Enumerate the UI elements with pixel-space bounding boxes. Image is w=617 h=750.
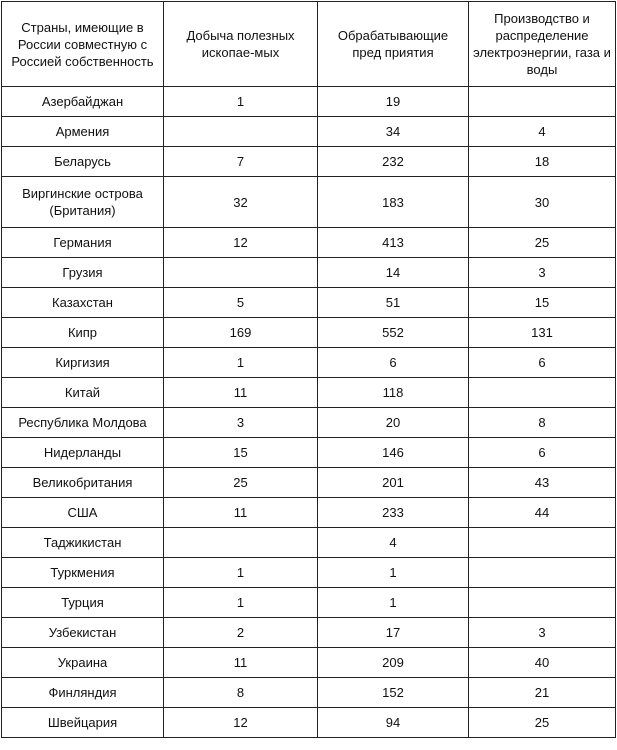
- manufacturing-cell: 94: [318, 708, 469, 738]
- mining-cell: [164, 528, 318, 558]
- table-row: [2, 288, 616, 318]
- table-row: [2, 468, 616, 498]
- utilities-cell: 25: [469, 228, 616, 258]
- mining-cell: 1: [164, 588, 318, 618]
- utilities-cell: 40: [469, 648, 616, 678]
- utilities-cell: 6: [469, 348, 616, 378]
- investment-table: [1, 1, 616, 738]
- country-cell: Украина: [2, 648, 164, 678]
- manufacturing-cell: 19: [318, 87, 469, 117]
- table-row: [2, 498, 616, 528]
- utilities-cell: 3: [469, 258, 616, 288]
- manufacturing-cell: 51: [318, 288, 469, 318]
- table-row: [2, 528, 616, 558]
- country-cell: Казахстан: [2, 288, 164, 318]
- mining-cell: 15: [164, 438, 318, 468]
- mining-cell: 11: [164, 648, 318, 678]
- mining-cell: [164, 258, 318, 288]
- country-cell: Финляндия: [2, 678, 164, 708]
- mining-cell: 12: [164, 228, 318, 258]
- country-cell: Республика Молдова: [2, 408, 164, 438]
- manufacturing-cell: 17: [318, 618, 469, 648]
- manufacturing-cell: 1: [318, 588, 469, 618]
- utilities-cell: 4: [469, 117, 616, 147]
- table-row: [2, 348, 616, 378]
- table-row: [2, 117, 616, 147]
- country-cell: Туркмения: [2, 558, 164, 588]
- mining-cell: 11: [164, 378, 318, 408]
- manufacturing-cell: 183: [318, 177, 469, 228]
- table-row: [2, 87, 616, 117]
- utilities-cell: 8: [469, 408, 616, 438]
- utilities-cell: 15: [469, 288, 616, 318]
- table-row: [2, 228, 616, 258]
- mining-cell: 1: [164, 348, 318, 378]
- country-cell: Азербайджан: [2, 87, 164, 117]
- manufacturing-cell: 20: [318, 408, 469, 438]
- country-cell: Виргинские острова (Британия): [2, 177, 164, 228]
- manufacturing-cell: 14: [318, 258, 469, 288]
- mining-cell: 32: [164, 177, 318, 228]
- header-row: [2, 2, 616, 87]
- manufacturing-cell: 146: [318, 438, 469, 468]
- manufacturing-cell: 4: [318, 528, 469, 558]
- header-country: Страны, имеющие в России совместную с Россией собственность: [2, 2, 164, 87]
- manufacturing-cell: 232: [318, 147, 469, 177]
- table-row: [2, 648, 616, 678]
- mining-cell: 12: [164, 708, 318, 738]
- mining-cell: 169: [164, 318, 318, 348]
- table-row: [2, 618, 616, 648]
- country-cell: Китай: [2, 378, 164, 408]
- utilities-cell: 21: [469, 678, 616, 708]
- utilities-cell: 6: [469, 438, 616, 468]
- country-cell: Швейцария: [2, 708, 164, 738]
- utilities-cell: 44: [469, 498, 616, 528]
- table-row: [2, 318, 616, 348]
- utilities-cell: [469, 588, 616, 618]
- table-row: [2, 258, 616, 288]
- header-utilities: Производство и распределение электроэнергии, газа и воды: [469, 2, 616, 87]
- utilities-cell: [469, 87, 616, 117]
- country-cell: Нидерланды: [2, 438, 164, 468]
- country-cell: Великобритания: [2, 468, 164, 498]
- table-row: [2, 378, 616, 408]
- mining-cell: [164, 117, 318, 147]
- header-mining: Добыча полезных ископае-мых: [164, 2, 318, 87]
- manufacturing-cell: 233: [318, 498, 469, 528]
- table-body: [2, 87, 616, 738]
- utilities-cell: 30: [469, 177, 616, 228]
- country-cell: Узбекистан: [2, 618, 164, 648]
- country-cell: Германия: [2, 228, 164, 258]
- manufacturing-cell: 34: [318, 117, 469, 147]
- table-row: [2, 678, 616, 708]
- country-cell: Беларусь: [2, 147, 164, 177]
- utilities-cell: 131: [469, 318, 616, 348]
- table-row: [2, 408, 616, 438]
- utilities-cell: 43: [469, 468, 616, 498]
- manufacturing-cell: 552: [318, 318, 469, 348]
- manufacturing-cell: 413: [318, 228, 469, 258]
- manufacturing-cell: 1: [318, 558, 469, 588]
- mining-cell: 1: [164, 558, 318, 588]
- country-cell: Киргизия: [2, 348, 164, 378]
- utilities-cell: [469, 378, 616, 408]
- table-row: [2, 177, 616, 228]
- header-manufacturing: Обрабатывающие пред приятия: [318, 2, 469, 87]
- table-row: [2, 438, 616, 468]
- table-row: [2, 147, 616, 177]
- mining-cell: 2: [164, 618, 318, 648]
- mining-cell: 11: [164, 498, 318, 528]
- mining-cell: 3: [164, 408, 318, 438]
- country-cell: Армения: [2, 117, 164, 147]
- country-cell: Грузия: [2, 258, 164, 288]
- utilities-cell: [469, 558, 616, 588]
- manufacturing-cell: 152: [318, 678, 469, 708]
- table-row: [2, 708, 616, 738]
- table-row: [2, 588, 616, 618]
- country-cell: США: [2, 498, 164, 528]
- utilities-cell: 3: [469, 618, 616, 648]
- utilities-cell: 25: [469, 708, 616, 738]
- mining-cell: 5: [164, 288, 318, 318]
- manufacturing-cell: 209: [318, 648, 469, 678]
- manufacturing-cell: 201: [318, 468, 469, 498]
- table-row: [2, 558, 616, 588]
- manufacturing-cell: 6: [318, 348, 469, 378]
- utilities-cell: [469, 528, 616, 558]
- country-cell: Кипр: [2, 318, 164, 348]
- manufacturing-cell: 118: [318, 378, 469, 408]
- mining-cell: 25: [164, 468, 318, 498]
- country-cell: Таджикистан: [2, 528, 164, 558]
- mining-cell: 8: [164, 678, 318, 708]
- utilities-cell: 18: [469, 147, 616, 177]
- mining-cell: 1: [164, 87, 318, 117]
- mining-cell: 7: [164, 147, 318, 177]
- country-cell: Турция: [2, 588, 164, 618]
